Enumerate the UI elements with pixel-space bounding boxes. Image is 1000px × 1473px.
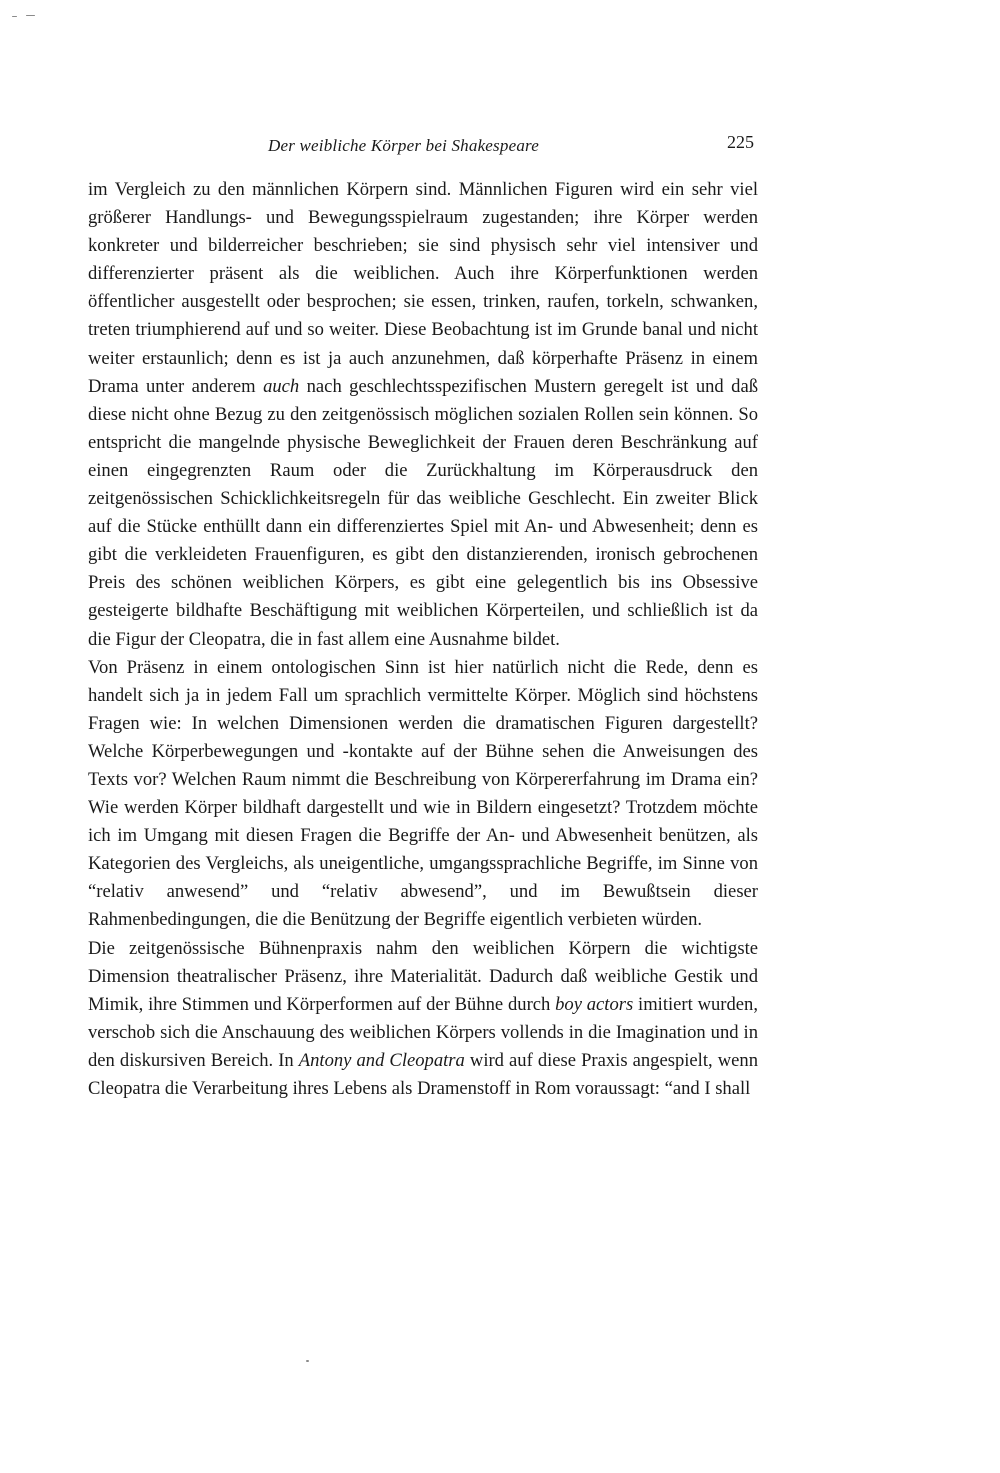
italic-text-run: boy actors bbox=[555, 993, 634, 1015]
scan-speck bbox=[306, 1360, 309, 1362]
paragraph bbox=[88, 654, 758, 935]
paragraph bbox=[88, 176, 758, 654]
text-run: im Vergleich zu den männlichen Körpern sind. Männlichen Figuren wird ein sehr viel größerer Handlungs- und Bewegungsspielraum zugestanden; ihre Körper werden konkreter und bilderreicher beschrieben; sie sind physisch sehr viel intensiver und differenzierter präsent als die weiblichen. Auch ihre Körperfunktionen werden öffentlicher ausgestellt oder besprochen; sie essen, trinken, raufen, torkeln, schwanken, treten triumphierend auf und so weiter. Diese Beobachtung ist im Grunde banal und nicht weiter erstaunlich; denn es ist ja auch anzunehmen, daß körperhafte Präsenz in einem Drama unter anderem bbox=[88, 179, 758, 397]
text-run: imitiert wurden, verschob sich die Anschauung des weiblichen Körpers vollends in die Imagination und in den diskursiven Bereich. In bbox=[88, 993, 758, 1071]
paragraph bbox=[88, 935, 758, 1104]
italic-text-run: Antony and Cleopatra bbox=[298, 1049, 465, 1071]
running-header bbox=[88, 132, 768, 162]
italic-text-run: auch bbox=[263, 375, 300, 397]
text-run: Von Präsenz in einem ontologischen Sinn ist hier natürlich nicht die Rede, denn es handelt sich ja in jedem Fall um sprachlich vermittelte Körper. Möglich sind höchstens Fragen wie: In welchen Dimensionen werden die dramatischen Figuren dargestellt? Welche Körperbewegungen und -kontakte auf der Bühne sehen die Anweisungen des Texts vor? Welchen Raum nimmt die Beschreibung von Körpererfahrung im Drama ein? Wie werden Körper bildhaft dargestellt und wie in Bildern eingesetzt? Trotzdem möchte ich im Umgang mit diesen Fragen die Begriffe der An- und Abwesenheit benützen, als Kategorien des Vergleichs, als uneigentliche, umgangssprachliche Begriffe, im Sinne von “relativ anwesend” und “relativ abwesend”, und im Bewußtsein dieser Rahmenbedingungen, die die Benützung der Begriffe eigentlich verbieten würden. bbox=[88, 656, 758, 931]
body-text bbox=[88, 176, 758, 1103]
text-run: nach geschlechtsspezifischen Mustern geregelt ist und daß diese nicht ohne Bezug zu den zeitgenössisch möglichen sozialen Rollen sein können. So entspricht die mangelnde physische Beweglichkeit der Frauen deren Beschränkung auf einen eingegrenzten Raum oder die Zurückhaltung im Körperausdruck den zeitgenössischen Schicklichkeitsregeln für das weibliche Geschlecht. Ein zweiter Blick auf die Stücke enthüllt dann ein differenziertes Spiel mit An- und Abwesenheit; denn es gibt die verkleideten Frauenfiguren, es gibt den distanzierenden, ironisch gebrochenen Preis des schönen weiblichen Körpers, es gibt eine gelegentlich bis ins Obsessive gesteigerte bildhafte Beschäftigung mit weiblichen Körperteilen, und schließlich ist da die Figur der Cleopatra, die in fast allem eine Ausnahme bildet. bbox=[88, 375, 758, 650]
text-run: Die zeitgenössische Bühnenpraxis nahm den weiblichen Körpern die wichtigste Dimension theatralischer Präsenz, ihre Materialität. Dadurch daß weibliche Gestik und Mimik, ihre Stimmen und Körperformen auf der Bühne durch bbox=[88, 937, 758, 1015]
page-number: 225 bbox=[727, 132, 754, 152]
scan-speck bbox=[12, 16, 17, 17]
running-title: Der weibliche Körper bei Shakespeare bbox=[268, 136, 539, 155]
scan-speck bbox=[26, 15, 35, 16]
text-run: wird auf diese Praxis angespielt, wenn Cleopatra die Verarbeitung ihres Lebens als Dramenstoff in Rom voraussagt: “and I shall bbox=[88, 1049, 758, 1099]
